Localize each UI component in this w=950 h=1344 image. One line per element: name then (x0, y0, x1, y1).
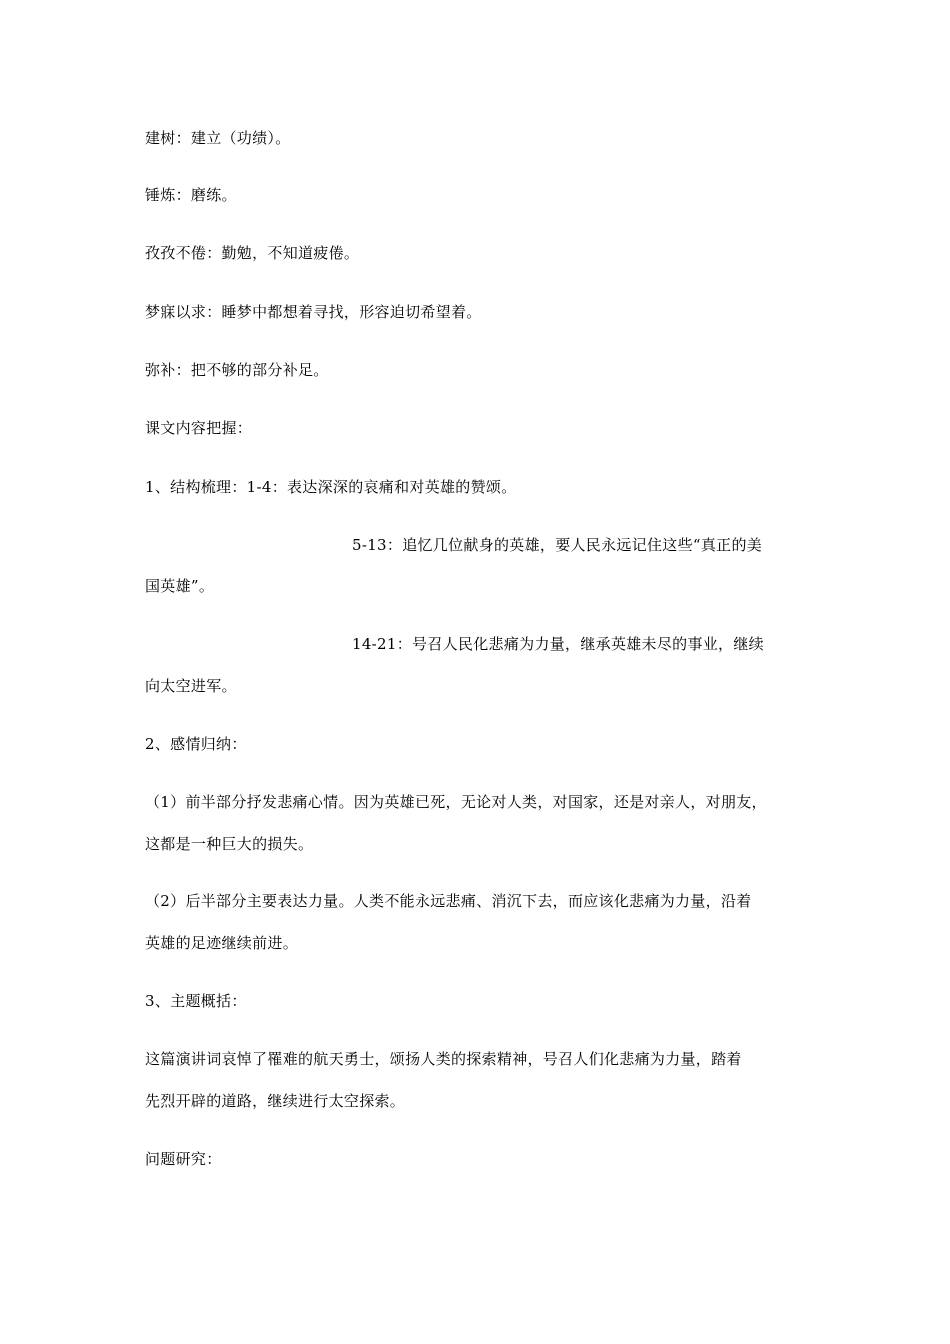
theme-line-1: 这篇演讲词哀悼了罹难的航天勇士，颂扬人类的探索精神，号召人们化悲痛为力量，踏着 (145, 1050, 742, 1068)
emotion-paragraph-2-line-1: （2）后半部分主要表达力量。人类不能永远悲痛、消沉下去，而应该化悲痛为力量，沿着 (145, 892, 752, 910)
section-heading-emotion: 2、感情归纳： (145, 735, 247, 753)
structure-part-2-line-2: 国英雄”。 (145, 577, 215, 595)
section-heading-content: 课文内容把握： (145, 419, 253, 437)
vocab-line-chuilian: 锤炼：磨练。 (145, 186, 237, 204)
theme-line-2: 先烈开辟的道路，继续进行太空探索。 (145, 1092, 406, 1110)
vocab-line-zizibujuan: 孜孜不倦：勤勉，不知道疲倦。 (145, 244, 360, 262)
section-heading-research: 问题研究： (145, 1150, 222, 1168)
section-heading-theme: 3、主题概括： (145, 992, 247, 1010)
structure-part-2-line-1: 5-13：追忆几位献身的英雄，要人民永远记住这些“真正的美 (352, 536, 763, 554)
vocab-line-mibu: 弥补：把不够的部分补足。 (145, 361, 329, 379)
emotion-paragraph-2-line-2: 英雄的足迹继续前进。 (145, 934, 299, 952)
structure-part-1: 1、结构梳理：1-4：表达深深的哀痛和对英雄的赞颂。 (145, 478, 517, 496)
vocab-line-jianshu: 建树：建立（功绩）。 (145, 129, 291, 147)
emotion-paragraph-1-line-2: 这都是一种巨大的损失。 (145, 835, 314, 853)
structure-part-3-line-2: 向太空进军。 (145, 677, 237, 695)
structure-part-3-line-1: 14-21：号召人民化悲痛为力量，继承英雄未尽的事业，继续 (352, 635, 764, 653)
vocab-line-mengmeiyiqiu: 梦寐以求：睡梦中都想着寻找，形容迫切希望着。 (145, 303, 482, 321)
emotion-paragraph-1-line-1: （1）前半部分抒发悲痛心情。因为英雄已死，无论对人类，对国家，还是对亲人，对朋友， (145, 793, 767, 811)
